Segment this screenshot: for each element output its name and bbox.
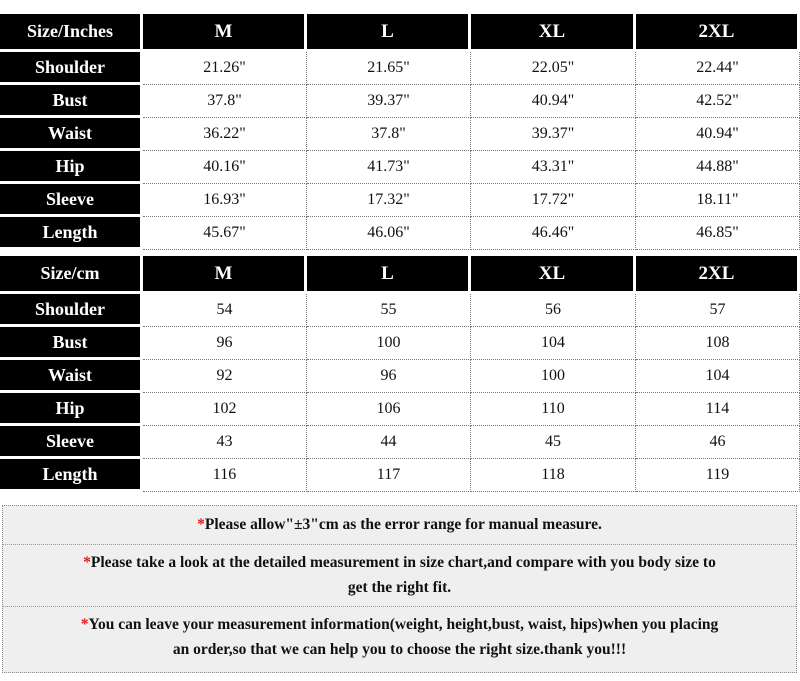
note-line: an order,so that we can help you to choose the right size.thank you!!! (172, 641, 627, 658)
header-cell: Size/cm (0, 256, 143, 294)
table-header-row (0, 256, 800, 294)
table-cell: 100 (471, 360, 636, 393)
table-cell: 92 (143, 360, 307, 393)
table-cell: 21.65" (307, 52, 471, 85)
table-cell: 43 (143, 426, 307, 459)
table-cell: 21.26" (143, 52, 307, 85)
table-row (0, 151, 800, 184)
table-row (0, 52, 800, 85)
asterisk-mark: * (197, 516, 205, 533)
table-header-row (0, 14, 800, 52)
table-cell: 108 (636, 327, 800, 360)
size-table-inches (0, 14, 800, 250)
header-cell: L (307, 256, 471, 294)
header-cell: 2XL (636, 256, 800, 294)
table-cell: 39.37" (471, 118, 636, 151)
table-cell: 18.11" (636, 184, 800, 217)
header-cell: L (307, 14, 471, 52)
table-row (0, 184, 800, 217)
table-cell: 46.06" (307, 217, 471, 250)
row-label: Length (0, 459, 143, 492)
header-cell: Size/Inches (0, 14, 143, 52)
table-cell: 100 (307, 327, 471, 360)
note-line (9, 612, 790, 637)
table-cell: 96 (143, 327, 307, 360)
divider (3, 606, 796, 607)
table-cell: 57 (636, 294, 800, 327)
table-cell: 39.37" (307, 85, 471, 118)
table-cell: 114 (636, 393, 800, 426)
note-error-range (9, 512, 790, 537)
row-label: Hip (0, 151, 143, 184)
table-row (0, 294, 800, 327)
table-cell: 40.94" (636, 118, 800, 151)
note-line (9, 550, 790, 575)
table-cell: 22.44" (636, 52, 800, 85)
table-cell: 104 (471, 327, 636, 360)
header-cell: XL (471, 14, 636, 52)
table-cell: 55 (307, 294, 471, 327)
header-cell: M (143, 14, 307, 52)
table-cell: 37.8" (143, 85, 307, 118)
table-cell: 104 (636, 360, 800, 393)
table-cell: 118 (471, 459, 636, 492)
header-cell: 2XL (636, 14, 800, 52)
row-label: Bust (0, 327, 143, 360)
table-cell: 43.31" (471, 151, 636, 184)
table-cell: 46.46" (471, 217, 636, 250)
row-label: Shoulder (0, 294, 143, 327)
table-row (0, 118, 800, 151)
row-label: Shoulder (0, 52, 143, 85)
table-cell: 40.94" (471, 85, 636, 118)
measurement-notes (2, 505, 797, 673)
table-cell: 36.22" (143, 118, 307, 151)
table-cell: 110 (471, 393, 636, 426)
row-label: Sleeve (0, 184, 143, 217)
note-measurement-info (9, 612, 790, 662)
table-row (0, 217, 800, 250)
row-label: Waist (0, 118, 143, 151)
table-cell: 117 (307, 459, 471, 492)
table-cell: 119 (636, 459, 800, 492)
table-cell: 17.72" (471, 184, 636, 217)
table-cell: 42.52" (636, 85, 800, 118)
table-row (0, 426, 800, 459)
row-label: Length (0, 217, 143, 250)
table-cell: 37.8" (307, 118, 471, 151)
asterisk-mark: * (83, 554, 91, 571)
header-cell: M (143, 256, 307, 294)
table-row (0, 459, 800, 492)
table-row (0, 327, 800, 360)
note-text: Please take a look at the detailed measurement in size chart,and compare with you body size to (90, 554, 716, 571)
table-cell: 16.93" (143, 184, 307, 217)
row-label: Sleeve (0, 426, 143, 459)
note-line: get the right fit. (347, 579, 452, 596)
table-cell: 54 (143, 294, 307, 327)
header-cell: XL (471, 256, 636, 294)
row-label: Bust (0, 85, 143, 118)
table-cell: 56 (471, 294, 636, 327)
table-cell: 106 (307, 393, 471, 426)
table-cell: 44.88" (636, 151, 800, 184)
table-cell: 102 (143, 393, 307, 426)
table-cell: 17.32" (307, 184, 471, 217)
table-cell: 44 (307, 426, 471, 459)
table-row (0, 85, 800, 118)
row-label: Waist (0, 360, 143, 393)
table-cell: 22.05" (471, 52, 636, 85)
table-cell: 116 (143, 459, 307, 492)
table-cell: 46 (636, 426, 800, 459)
note-size-chart (9, 550, 790, 600)
note-text: You can leave your measurement information(weight, height,bust, waist, hips)when you placing (88, 616, 719, 633)
size-table-cm (0, 256, 800, 492)
note-text: Please allow"±3"cm as the error range for manual measure. (204, 516, 602, 533)
table-cell: 46.85" (636, 217, 800, 250)
table-cell: 45.67" (143, 217, 307, 250)
row-label: Hip (0, 393, 143, 426)
table-cell: 41.73" (307, 151, 471, 184)
table-cell: 40.16" (143, 151, 307, 184)
table-cell: 96 (307, 360, 471, 393)
asterisk-mark: * (80, 616, 89, 633)
divider (3, 544, 796, 545)
table-row (0, 360, 800, 393)
table-cell: 45 (471, 426, 636, 459)
table-row (0, 393, 800, 426)
